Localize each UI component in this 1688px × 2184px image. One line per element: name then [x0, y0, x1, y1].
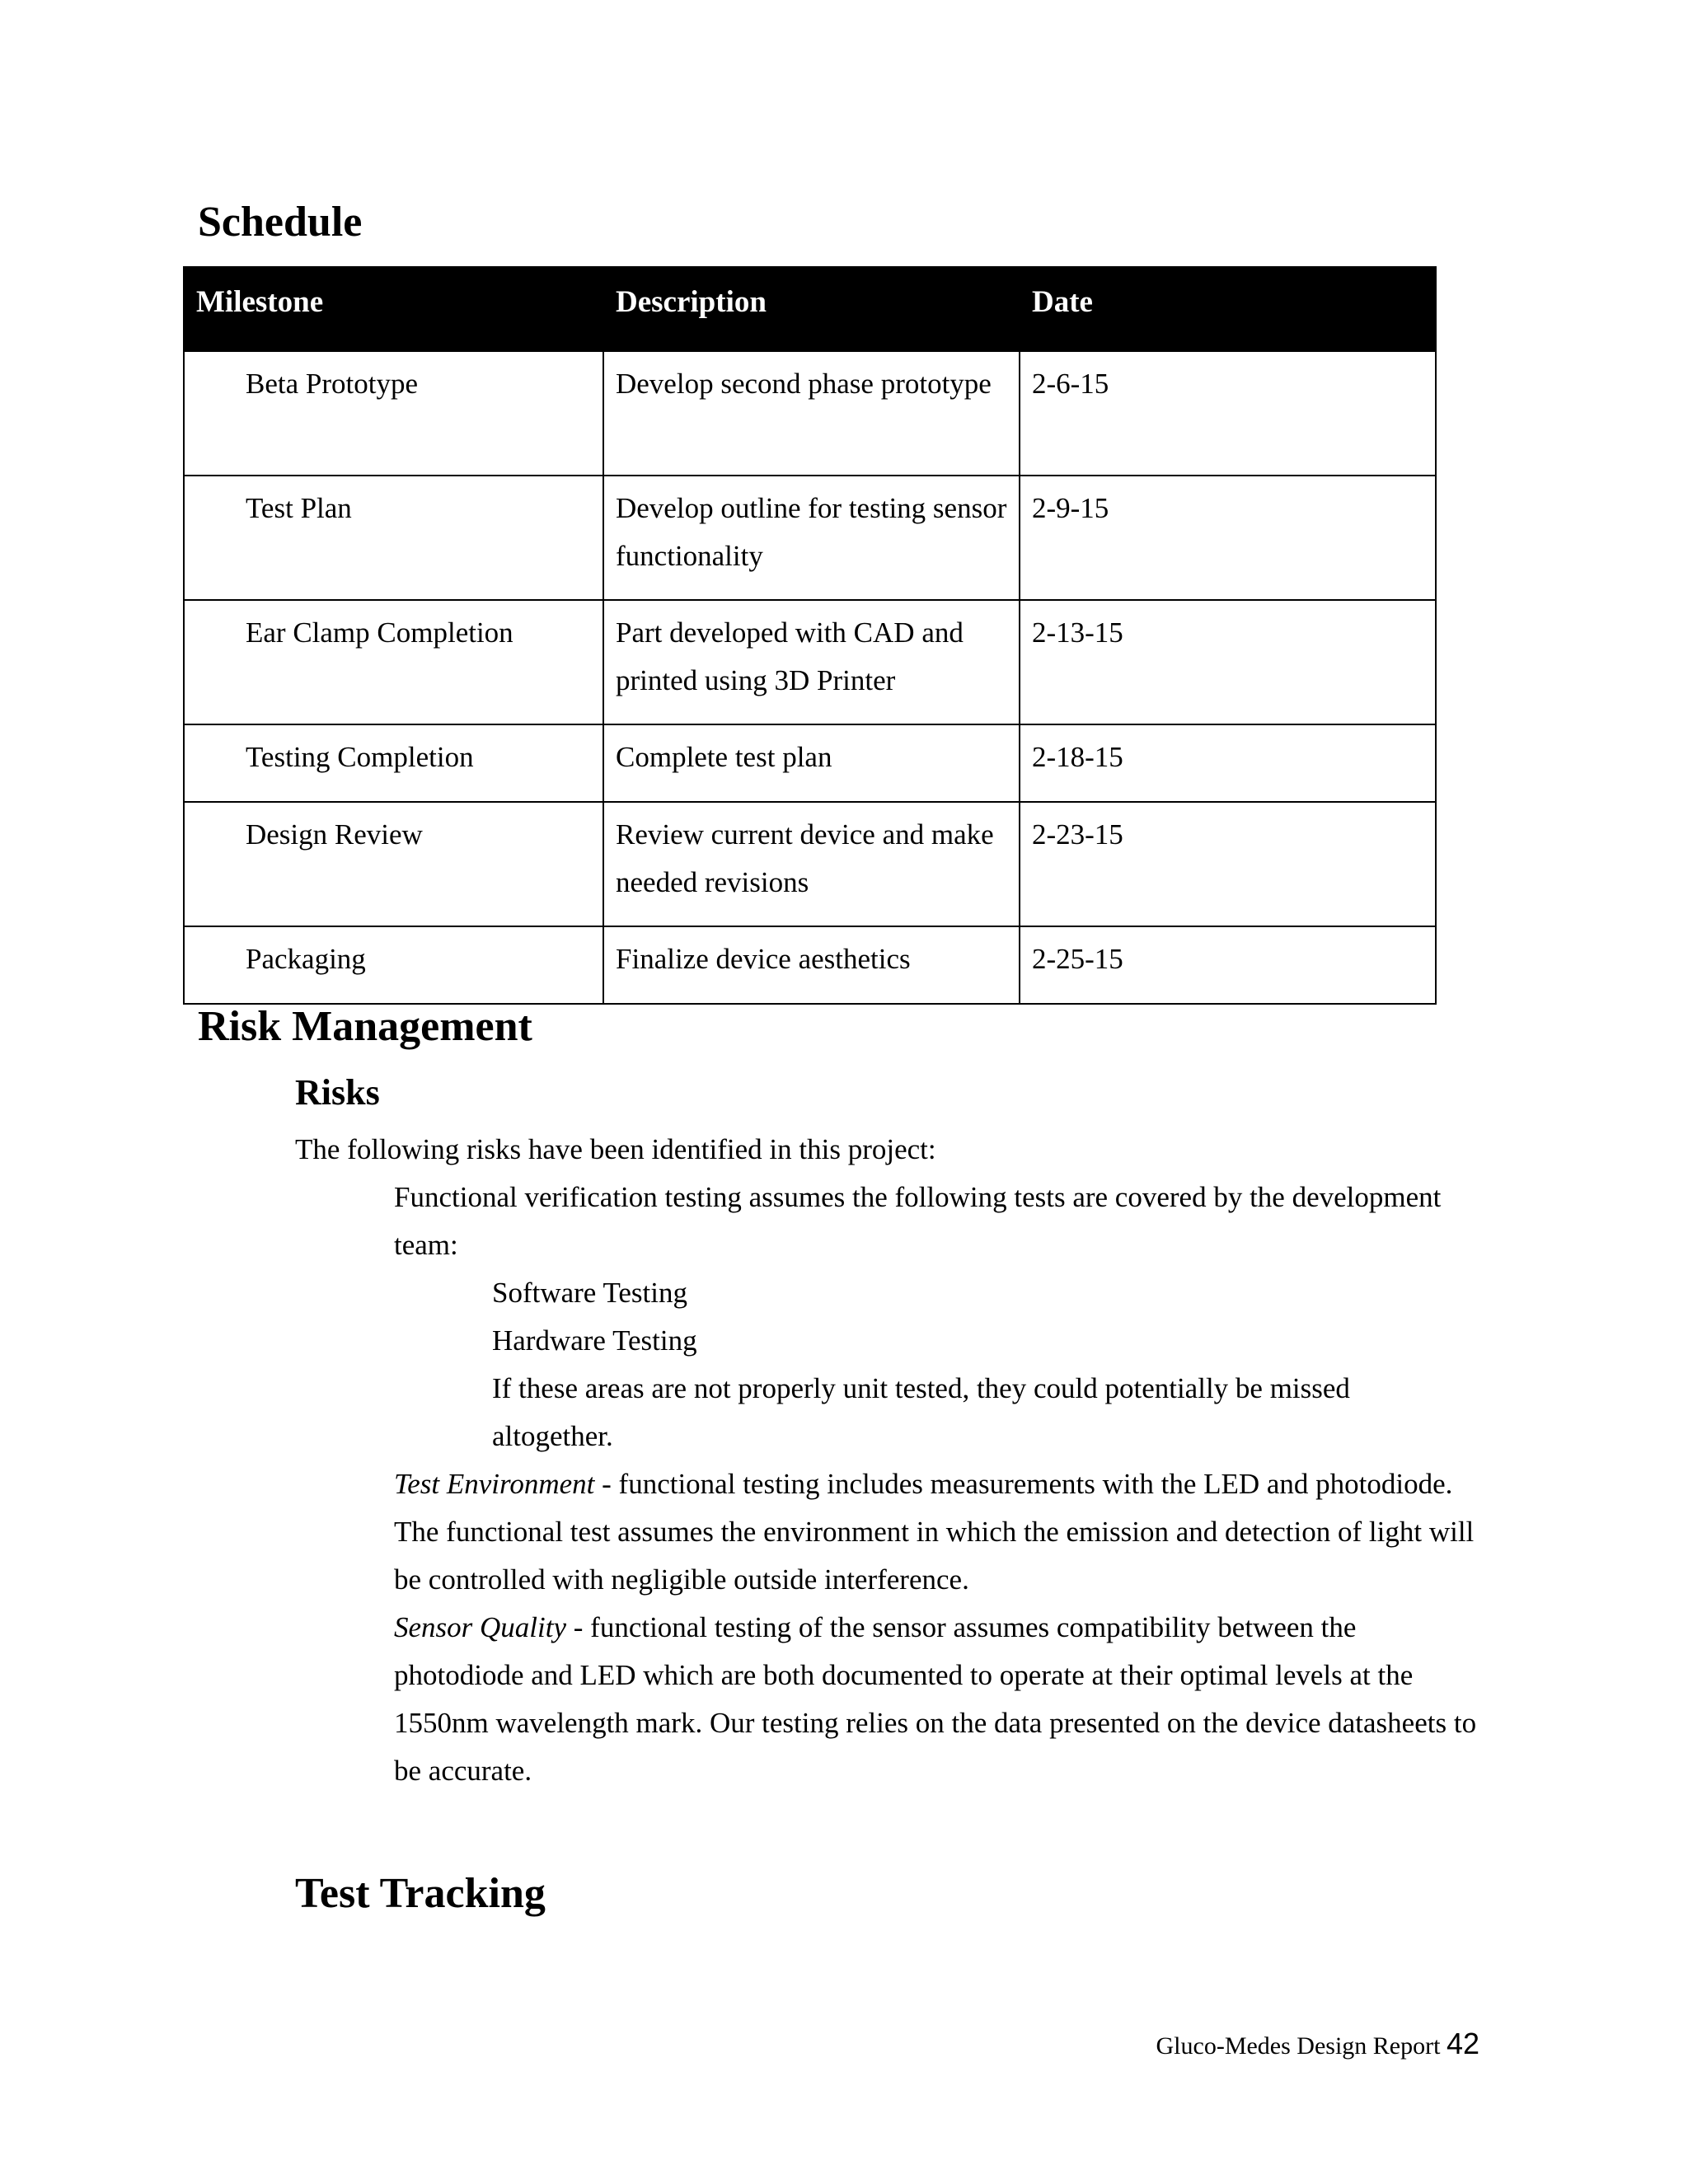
description-cell: Finalize device aesthetics	[603, 926, 1020, 1004]
column-header-milestone: Milestone	[184, 267, 603, 351]
date-cell: 2-23-15	[1020, 802, 1436, 926]
risks-subheading: Risks	[295, 1072, 380, 1113]
report-name: Gluco-Medes Design Report	[1156, 2032, 1441, 2060]
sensor-quality-text: - functional testing of the sensor assumes compatibility between the photodiode and LED which are both documented to operate at their optimal levels at the 1550nm wavelength mark. Our testing relies on the data presented on the device datasheets to be accurate.	[394, 1611, 1477, 1787]
schedule-heading: Schedule	[198, 199, 363, 246]
table-row	[184, 476, 1436, 600]
date-cell: 2-13-15	[1020, 600, 1436, 724]
milestone-cell: Design Review	[184, 802, 603, 926]
description-cell: Develop second phase prototype	[603, 351, 1020, 476]
risks-intro-text: The following risks have been identified in this project:	[295, 1133, 936, 1165]
date-cell: 2-9-15	[1020, 476, 1436, 600]
table-row	[184, 802, 1436, 926]
page-footer	[1154, 2027, 1479, 2063]
page-number: 42	[1446, 2027, 1479, 2060]
test-environment-text: - functional testing includes measurements with the LED and photodiode. The functional test assumes the environment in which the emission and detection of light will be controlled with negligible outside interference.	[394, 1468, 1475, 1596]
test-environment-label: Test Environment	[394, 1468, 595, 1500]
hardware-testing-item: Hardware Testing	[492, 1324, 697, 1357]
column-header-description: Description	[603, 267, 1020, 351]
table-row	[184, 926, 1436, 1004]
table-row	[184, 351, 1436, 476]
table-header-row	[184, 267, 1436, 351]
milestone-cell: Test Plan	[184, 476, 603, 600]
risk-management-heading: Risk Management	[198, 1003, 532, 1050]
unit-test-warning-text: If these areas are not properly unit tested, they could potentially be missed altogether.	[492, 1372, 1350, 1452]
description-cell: Complete test plan	[603, 724, 1020, 802]
date-cell: 2-18-15	[1020, 724, 1436, 802]
sensor-quality-label: Sensor Quality	[394, 1611, 567, 1643]
functional-verification-text: Functional verification testing assumes the following tests are covered by the development team:	[394, 1181, 1442, 1261]
schedule-table	[183, 266, 1437, 1005]
date-cell: 2-6-15	[1020, 351, 1436, 476]
test-environment-paragraph	[394, 1460, 1482, 1604]
milestone-cell: Ear Clamp Completion	[184, 600, 603, 724]
software-testing-item: Software Testing	[492, 1277, 688, 1309]
table-row	[184, 724, 1436, 802]
milestone-cell: Beta Prototype	[184, 351, 603, 476]
milestone-cell: Packaging	[184, 926, 603, 1004]
test-tracking-heading: Test Tracking	[295, 1870, 546, 1917]
date-cell: 2-25-15	[1020, 926, 1436, 1004]
table-row	[184, 600, 1436, 724]
description-cell: Develop outline for testing sensor functionality	[603, 476, 1020, 600]
sensor-quality-paragraph	[394, 1604, 1482, 1795]
milestone-cell: Testing Completion	[184, 724, 603, 802]
column-header-date: Date	[1020, 267, 1436, 351]
description-cell: Review current device and make needed revisions	[603, 802, 1020, 926]
description-cell: Part developed with CAD and printed using 3D Printer	[603, 600, 1020, 724]
